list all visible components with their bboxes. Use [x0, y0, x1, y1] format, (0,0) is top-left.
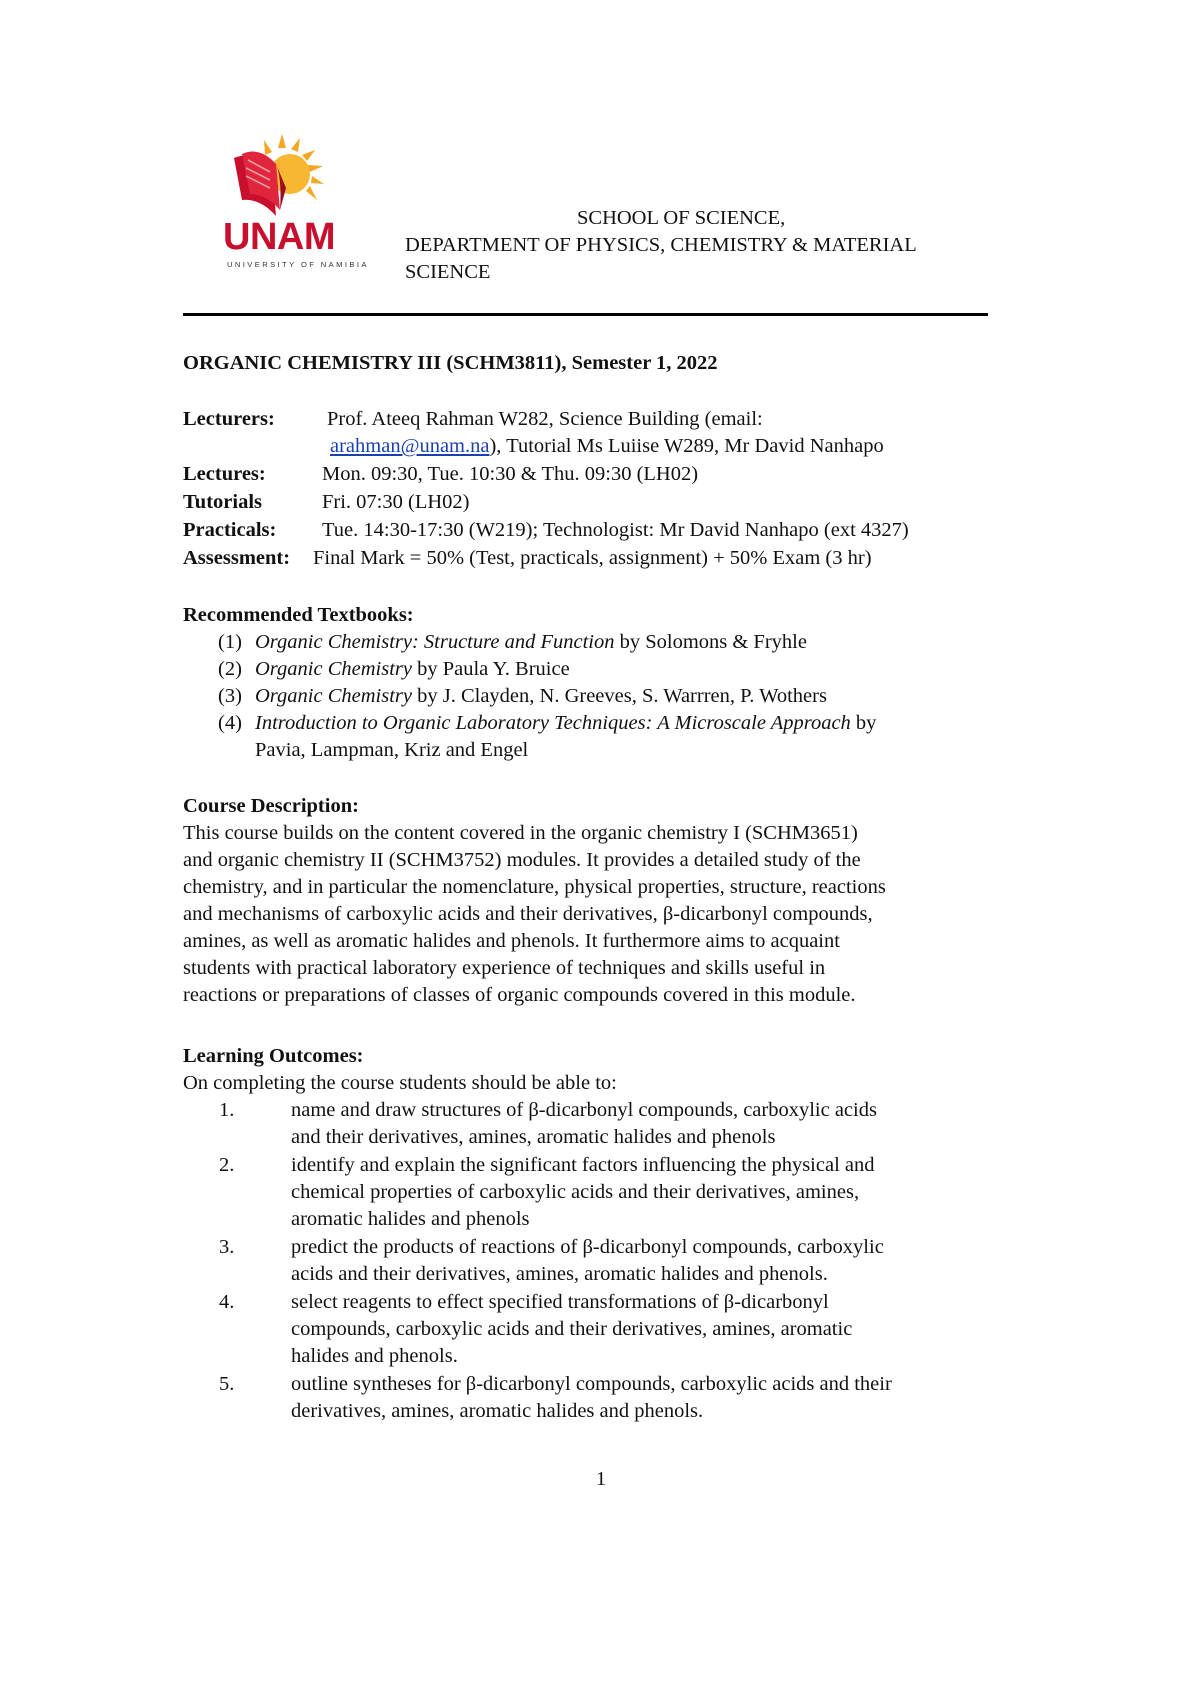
textbook-title: Organic Chemistry — [255, 685, 412, 707]
department-name-cont: SCIENCE — [405, 261, 491, 283]
logo-wordmark: UNAM — [223, 216, 335, 258]
lecturers-line1: Prof. Ateeq Rahman W282, Science Building (email: — [327, 408, 763, 430]
unam-logo — [220, 128, 369, 276]
description-line: students with practical laboratory experience of techniques and skills useful in — [183, 957, 826, 979]
textbook-number: (1) — [218, 631, 242, 653]
lectures-label: Lectures: — [183, 463, 266, 485]
lecturers-line2-rest: ), Tutorial Ms Luiise W289, Mr David Nanhapo — [489, 435, 884, 457]
page-number: 1 — [595, 1468, 607, 1490]
outcome-line: outline syntheses for β-dicarbonyl compounds, carboxylic acids and their — [291, 1373, 892, 1395]
outcome-line: halides and phenols. — [291, 1345, 458, 1367]
textbook-authors: by Paula Y. Bruice — [411, 658, 570, 680]
textbook-authors: by J. Clayden, N. Greeves, S. Warrren, P. Wothers — [411, 685, 827, 707]
description-line: and mechanisms of carboxylic acids and their derivatives, β-dicarbonyl compounds, — [183, 903, 873, 925]
tutorials-label: Tutorials — [183, 491, 262, 513]
outcome-line: derivatives, amines, aromatic halides and phenols. — [291, 1400, 704, 1422]
textbook-entry — [255, 656, 570, 683]
description-line: reactions or preparations of classes of organic compounds covered in this module. — [183, 984, 856, 1006]
textbook-number: (4) — [218, 712, 242, 734]
institution-header — [405, 205, 1085, 286]
lecturers-line2 — [330, 433, 884, 460]
outcome-number: 4. — [219, 1291, 235, 1313]
description-line: amines, as well as aromatic halides and phenols. It furthermore aims to acquaint — [183, 930, 840, 952]
textbook-entry — [255, 629, 807, 656]
lecturers-label: Lecturers: — [183, 408, 275, 430]
outcome-line: identify and explain the significant factors influencing the physical and — [291, 1154, 875, 1176]
department-name: DEPARTMENT OF PHYSICS, CHEMISTRY & MATERIAL — [405, 234, 917, 256]
outcome-text — [291, 1097, 1024, 1151]
outcome-line: acids and their derivatives, amines, aromatic halides and phenols. — [291, 1263, 828, 1285]
outcome-text — [291, 1152, 1024, 1233]
outcome-text — [291, 1371, 1024, 1425]
outcome-number: 5. — [219, 1373, 235, 1395]
assessment-label: Assessment: — [183, 547, 291, 569]
outcome-line: compounds, carboxylic acids and their derivatives, amines, aromatic — [291, 1318, 853, 1340]
learning-outcomes-heading: Learning Outcomes: — [183, 1045, 364, 1067]
outcome-line: and their derivatives, amines, aromatic halides and phenols — [291, 1126, 776, 1148]
assessment-value: Final Mark = 50% (Test, practicals, assignment) + 50% Exam (3 hr) — [313, 547, 872, 569]
sun-book-icon — [220, 128, 362, 220]
outcome-number: 1. — [219, 1099, 235, 1121]
lectures-value: Mon. 09:30, Tue. 10:30 & Thu. 09:30 (LH02) — [322, 463, 699, 485]
textbook-authors: by Solomons & Fryhle — [614, 631, 807, 653]
textbook-number: (3) — [218, 685, 242, 707]
description-line: and organic chemistry II (SCHM3752) modules. It provides a detailed study of the — [183, 849, 861, 871]
outcome-number: 3. — [219, 1236, 235, 1258]
outcome-text — [291, 1234, 1024, 1288]
textbook-title: Introduction to Organic Laboratory Techniques: A Microscale Approach — [255, 712, 851, 734]
textbook-number: (2) — [218, 658, 242, 680]
outcome-text — [291, 1289, 1024, 1370]
textbook-entry — [255, 683, 827, 710]
description-line: chemistry, and in particular the nomenclature, physical properties, structure, reactions — [183, 876, 886, 898]
outcome-line: name and draw structures of β-dicarbonyl compounds, carboxylic acids — [291, 1099, 877, 1121]
header-divider — [183, 313, 988, 316]
practicals-label: Practicals: — [183, 519, 277, 541]
description-line: This course builds on the content covered in the organic chemistry I (SCHM3651) — [183, 822, 858, 844]
course-title: ORGANIC CHEMISTRY III (SCHM3811), Semester 1, 2022 — [183, 352, 718, 374]
textbook-authors-cont: Pavia, Lampman, Kriz and Engel — [255, 739, 529, 761]
outcome-line: select reagents to effect specified transformations of β-dicarbonyl — [291, 1291, 829, 1313]
textbook-authors: by — [850, 712, 877, 734]
learning-outcomes-intro: On completing the course students should be able to: — [183, 1072, 617, 1094]
tutorials-value: Fri. 07:30 (LH02) — [322, 491, 470, 513]
textbook-title: Organic Chemistry: Structure and Function — [255, 631, 615, 653]
practicals-value: Tue. 14:30-17:30 (W219); Technologist: Mr David Nanhapo (ext 4327) — [322, 519, 909, 541]
outcome-line: aromatic halides and phenols — [291, 1208, 530, 1230]
textbook-entry — [255, 710, 876, 737]
outcome-number: 2. — [219, 1154, 235, 1176]
textbooks-heading: Recommended Textbooks: — [183, 604, 414, 626]
logo-subtitle: UNIVERSITY OF NAMIBIA — [227, 260, 369, 269]
outcome-line: chemical properties of carboxylic acids and their derivatives, amines, — [291, 1181, 860, 1203]
course-description-body — [183, 820, 1023, 1009]
textbook-title: Organic Chemistry — [255, 658, 412, 680]
outcome-line: predict the products of reactions of β-dicarbonyl compounds, carboxylic — [291, 1236, 884, 1258]
course-description-heading: Course Description: — [183, 795, 359, 817]
lecturer-email-link[interactable]: arahman@unam.na — [330, 435, 490, 457]
school-name: SCHOOL OF SCIENCE, — [577, 207, 786, 229]
